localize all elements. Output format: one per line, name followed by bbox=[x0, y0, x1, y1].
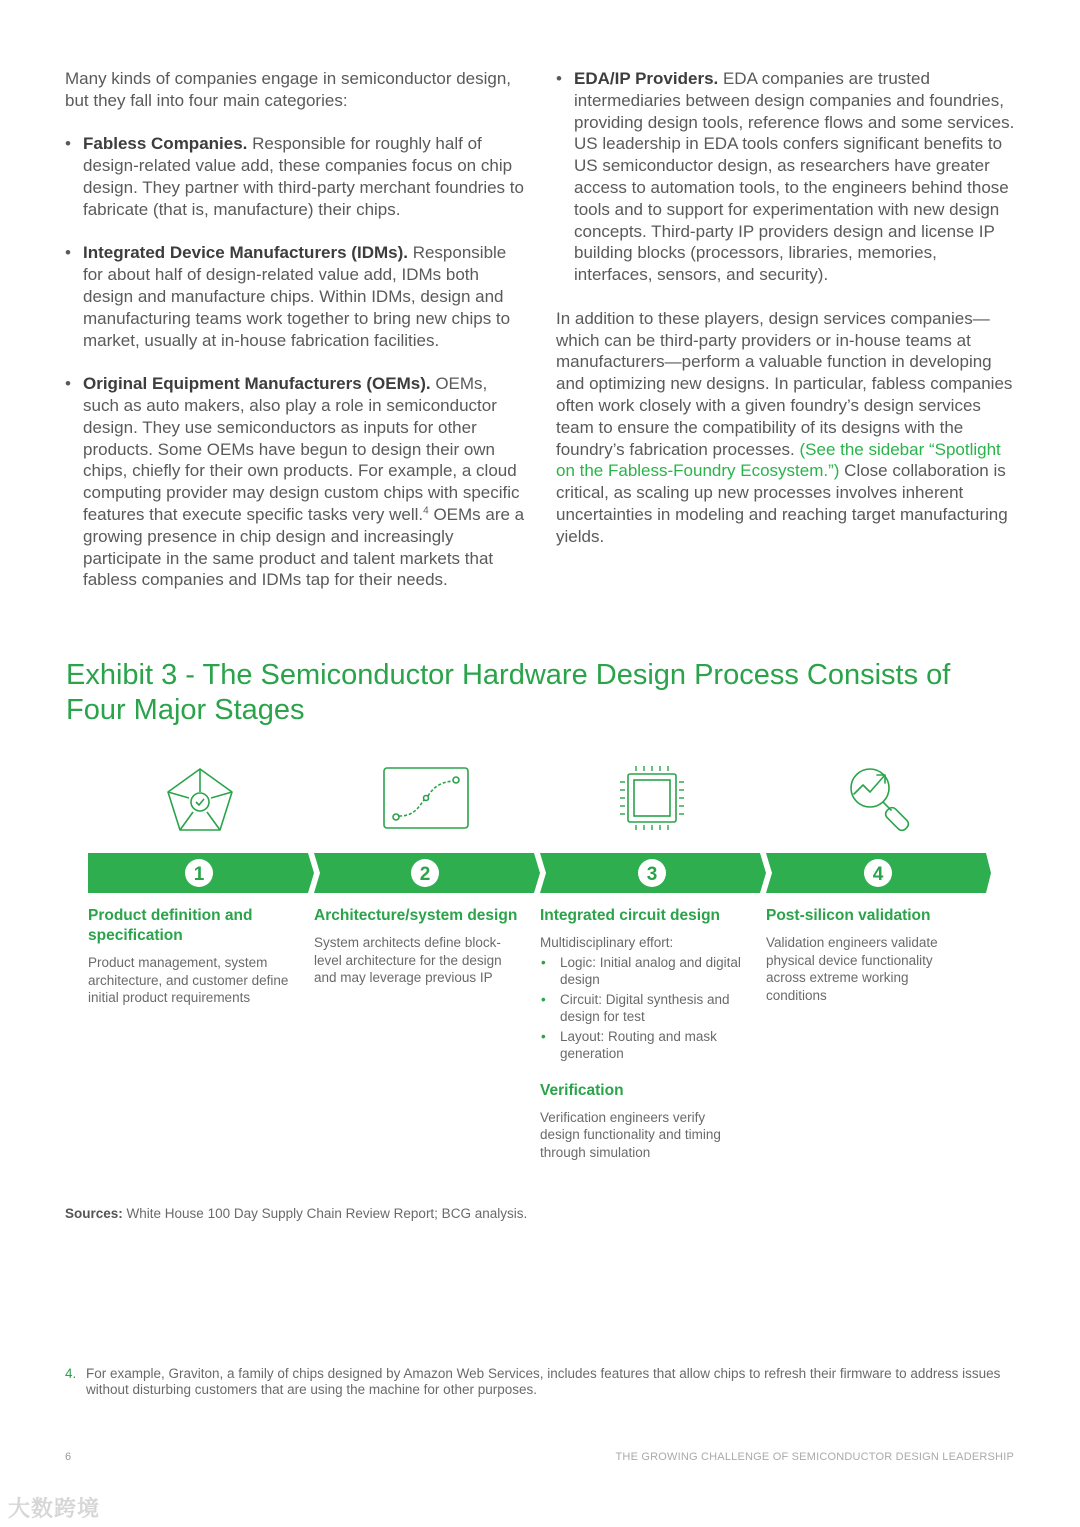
running-title: THE GROWING CHALLENGE OF SEMICONDUCTOR DESIGN LEADERSHIP bbox=[615, 1451, 1014, 1463]
footnote-number: 4. bbox=[65, 1366, 77, 1381]
bullet-title: Integrated Device Manufacturers (IDMs). bbox=[83, 243, 408, 263]
list-item bbox=[556, 68, 1016, 286]
bullet-title: Fabless Companies. bbox=[83, 134, 248, 154]
stage-band bbox=[86, 850, 996, 896]
magnifier-chart-icon bbox=[844, 764, 916, 836]
stage-number: 2 bbox=[419, 864, 431, 885]
bullet-title: Original Equipment Manufacturers (OEMs). bbox=[83, 374, 431, 394]
stage-items bbox=[540, 954, 745, 1063]
right-column bbox=[556, 68, 1016, 569]
footnote-text: For example, Graviton, a family of chips designed by Amazon Web Services, includes features that allow chips to refresh their firmware to address issues without disturbing customers that are using the machine for other purposes. bbox=[86, 1366, 1001, 1397]
stage-title: Architecture/system design bbox=[314, 907, 518, 924]
verification-title: Verification bbox=[540, 1081, 624, 1099]
stage-icons bbox=[0, 764, 1080, 839]
exhibit-title: Exhibit 3 - The Semiconductor Hardware Design Process Consists of Four Major Stages bbox=[66, 659, 951, 726]
list-item: • Logic: Initial analog and digital design bbox=[540, 954, 745, 989]
stage-description: Product management, system architecture, and customer define initial product requirements bbox=[88, 955, 289, 1005]
list-item: • Circuit: Digital synthesis and design for test bbox=[540, 991, 745, 1026]
chip-icon bbox=[618, 764, 686, 832]
category-list bbox=[65, 133, 525, 591]
stage-number: 1 bbox=[193, 864, 205, 885]
stage-1 bbox=[88, 906, 293, 1007]
sources-text: White House 100 Day Supply Chain Review Report; BCG analysis. bbox=[122, 1206, 528, 1221]
paragraph-text: In addition to these players, design services companies—which can be third-party providers or in-house teams at manufacturers—perform a valuable function in developing and optimizing new designs. In particular, fabless companies often work closely with a given foundry’s design services team to ensure the compatibility of its designs with the foundry’s fabrication processes. bbox=[556, 308, 1013, 459]
left-column bbox=[65, 68, 525, 613]
list-item: • Layout: Routing and mask generation bbox=[540, 1028, 745, 1063]
stage-description: Validation engineers validate physical device functionality across extreme working conditions bbox=[766, 935, 938, 1003]
bullet-text: OEMs are a growing presence in chip design and increasingly participate in the same product and talent markets that fabless companies and IDMs tap for their needs. bbox=[83, 504, 525, 590]
list-item bbox=[65, 373, 525, 591]
bullet-text: EDA companies are trusted intermediaries between design companies and foundries, providing design tools, reference flows and some services. US leadership in EDA tools confers significant benefits to US semiconductor design, as researchers have greater access to automation tools, to the engineers behind those tools and to support for experimentation with new design concepts. Third-party IP providers design and license IP building blocks (processors, libraries, memories, interfaces, sensors, and security). bbox=[574, 69, 1015, 285]
bullet-text: Responsible for roughly half of design-related value add, these companies focus on chip design. They partner with third-party merchant foundries to fabricate (that is, manufacture) their chips. bbox=[83, 134, 524, 219]
stage-2 bbox=[314, 906, 519, 987]
list-item bbox=[65, 133, 525, 220]
footnote bbox=[65, 1366, 1025, 1397]
stage-4 bbox=[766, 906, 971, 1004]
stage-description: Multidisciplinary effort: bbox=[540, 935, 674, 950]
list-item bbox=[65, 242, 525, 351]
bullet-text: Responsible for about half of design-related value add, IDMs both design and manufacture chips. Within IDMs, design and manufacturing teams work together to bring new chips to market, usually at in-house fabrication facilities. bbox=[83, 243, 511, 350]
page-number: 6 bbox=[65, 1451, 72, 1463]
stage-number: 4 bbox=[872, 864, 884, 885]
bullet-title: EDA/IP Providers. bbox=[574, 69, 719, 88]
pentagon-check-icon bbox=[163, 764, 237, 836]
intro-paragraph: Many kinds of companies engage in semiconductor design, but they fall into four main categories: bbox=[65, 69, 512, 110]
stage-title: Post-silicon validation bbox=[766, 907, 931, 924]
stage-number: 3 bbox=[646, 864, 658, 885]
architecture-board-icon bbox=[382, 764, 472, 832]
category-list-continued bbox=[556, 68, 1016, 286]
sidebar-link[interactable]: (See the sidebar “Spotlight on the Fabless-Foundry Ecosystem.”) bbox=[556, 439, 1001, 481]
verification-description: Verification engineers verify design functionality and timing through simulation bbox=[540, 1109, 721, 1160]
bullet-text: OEMs, such as auto makers, also play a role in semiconductor design. They use semiconductors as inputs for other products. Some OEMs have begun to design their own chips, chiefly for their own products. For example, a cloud computing provider may design custom chips with specific features that execute specific tasks very well. bbox=[83, 374, 520, 524]
stage-3 bbox=[540, 906, 745, 1161]
watermark: 大数跨境 bbox=[8, 1496, 101, 1521]
stage-title: Product definition and specification bbox=[88, 907, 253, 944]
sources-note bbox=[65, 1206, 527, 1221]
footnote-ref[interactable]: 4 bbox=[423, 505, 429, 517]
sources-label: Sources: bbox=[65, 1206, 123, 1221]
stage-title: Integrated circuit design bbox=[540, 907, 721, 924]
design-services-paragraph bbox=[556, 308, 1016, 548]
paragraph-text: Close collaboration is critical, as scaling up new processes involves inherent uncertainties in modeling and reaching target manufacturing yields. bbox=[556, 461, 1008, 546]
stage-description: System architects define block-level architecture for the design and may leverage previous IP bbox=[314, 935, 502, 985]
